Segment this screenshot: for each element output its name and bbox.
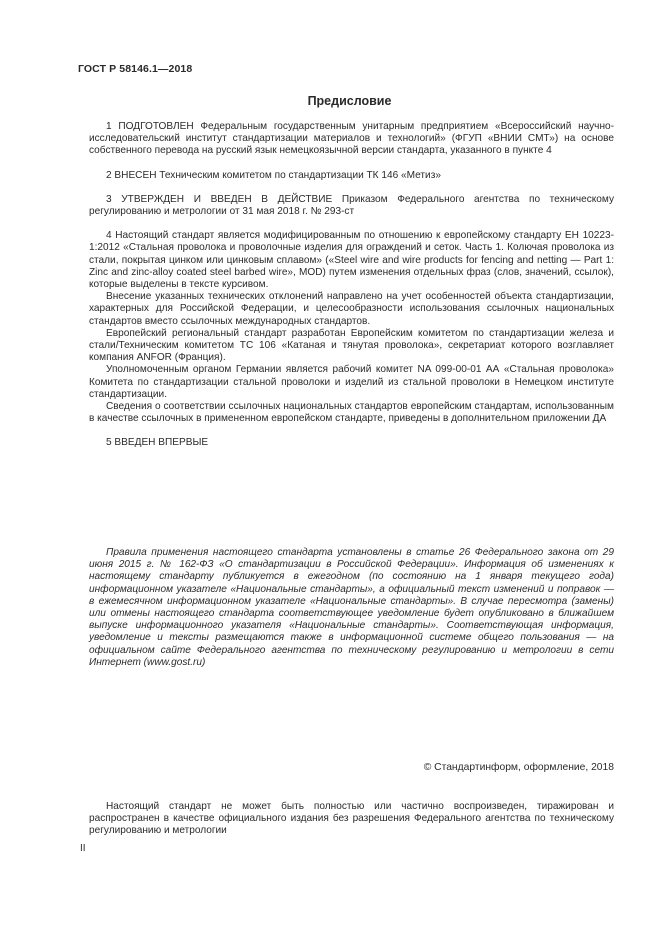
section-5-first-introduced: 5 ВВЕДЕН ВПЕРВЫЕ [106, 437, 209, 449]
section-4-paragraph: Европейский региональный стандарт разработан Европейским комитетом по стандартизации железа и стали/Техническим комитетом ТС 106 «Катаная и тянутая проволока», секретариат которого возглавляет компания ANFOR (Франция). [89, 327, 614, 364]
application-rules-notice: Правила применения настоящего стандарта установлены в статье 26 Федерального закона от 29 июня 2015 г. № 162-ФЗ «О стандартизации в Российской Федерации». Информация об изменениях к настоящему стандарту публикуется в ежегодном (по состоянию на 1 января текущего года) информационном указателе «Национальные стандарты», а официальный текст изменений и поправок — в ежемесячном информационном указателе «Национальные стандарты». В случае пересмотра (замены) или отмены настоящего стандарта соответствующее уведомление будет опубликовано в ближайшем выпуске информационного указателя «Национальные стандарты». Соответствующая информация, уведомление и тексты размещаются также в информационной системе общего пользования — на официальном сайте Федерального агентства по техническому регулированию и метрологии в сети Интернет (www.gost.ru) [89, 547, 614, 668]
section-4-paragraph: Уполномоченным органом Германии является рабочий комитет NA 099-00-01 АА «Стальная проволока» Комитета по стандартизации стальной проволоки и изделий из стальной проволоки в Немецком институте стандартизации. [89, 364, 614, 400]
section-2-introduced: 2 ВНЕСЕН Техническим комитетом по стандартизации ТК 146 «Метиз» [106, 169, 441, 181]
foreword-content [89, 121, 614, 450]
section-4-paragraph: Сведения о соответствии ссылочных национальных стандартов европейским стандартам, использованным в качестве ссылочных в примененном европейском стандарте, приведены в дополнительном приложении ДА [89, 401, 614, 425]
section-1-prepared: 1 ПОДГОТОВЛЕН Федеральным государственным унитарным предприятием «Всероссийский научно-исследовательский институт стандартизации материалов и технологий» (ФГУП «ВНИИ СМТ») на основе собственного перевода на русский язык немецкоязычной версии стандарта, указанного в пункте 4 [89, 121, 614, 157]
page-number: II [80, 843, 86, 854]
document-code-header: ГОСТ Р 58146.1—2018 [78, 63, 193, 75]
section-4-paragraph: 4 Настоящий стандарт является модифицированным по отношению к европейскому стандарту ЕН 10223-1:2012 «Стальная проволока и проволочные изделия для ограждений и сеток. Часть 1. Колючая проволока из стали, покрытая цинком или цинковым сплавом» («Steel wire and wire products for fencing and netting — Part 1: Zinc and zinc-alloy coated steel barbed wire», MOD) путем изменения отдельных фраз (слов, значений, ссылок), которые выделены в тексте курсивом. [89, 230, 614, 291]
page-title: Предисловие [307, 94, 392, 108]
reproduction-restriction-note: Настоящий стандарт не может быть полностью или частично воспроизведен, тиражирован и распространен в качестве официального издания без разрешения Федерального агентства по техническому регулированию и метрологии [89, 801, 614, 837]
copyright-line: © Стандартинформ, оформление, 2018 [423, 762, 614, 773]
section-3-approved: 3 УТВЕРЖДЕН И ВВЕДЕН В ДЕЙСТВИЕ Приказом Федерального агентства по техническому регулированию и метрологии от 31 мая 2018 г. № 293-ст [89, 193, 614, 218]
section-4-paragraph: Внесение указанных технических отклонений направлено на учет особенностей объекта стандартизации, характерных для Российской Федерации, и целесообразности использования ссылочных национальных стандартов вместо ссылочных международных стандартов. [89, 291, 614, 327]
